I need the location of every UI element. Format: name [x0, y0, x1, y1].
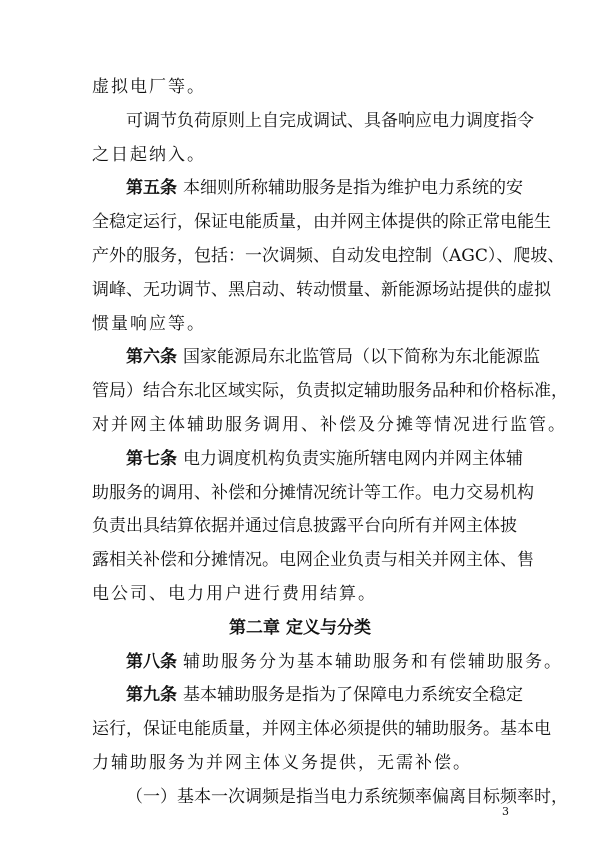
text-line: [92, 781, 568, 815]
article-label: 第五条: [126, 178, 177, 199]
article-label: 第六条: [126, 347, 177, 368]
line-text: 调峰、无功调节、黑启动、转动惯量、新能源场站提供的虚拟: [92, 279, 551, 300]
line-text: 电力调度机构负责实施所辖电网内并网主体辅: [183, 448, 523, 469]
text-line: [92, 139, 508, 173]
text-line: [92, 747, 508, 781]
line-text: 对并网主体辅助服务调用、补偿及分摊等情况进行监管。: [92, 414, 567, 435]
line-text: 基本辅助服务是指为了保障电力系统安全稳定: [183, 685, 523, 706]
line-text: 产外的服务，包括：一次调频、自动发电控制（AGC）、爬坡、: [92, 245, 565, 266]
line-text: 助服务的调用、补偿和分摊情况统计等工作。电力交易机构: [92, 482, 534, 503]
line-text: 力辅助服务为并网主体义务提供，无需补偿。: [92, 752, 472, 773]
text-line: [92, 477, 534, 511]
line-text: 运行，保证电能质量，并网主体必须提供的辅助服务。基本电: [92, 719, 551, 740]
text-line: [92, 308, 508, 342]
text-line: [92, 274, 551, 308]
text-line: [92, 409, 567, 443]
line-text: 国家能源局东北监管局（以下简称为东北能源监: [183, 347, 540, 368]
line-text: 辅助服务分为基本辅助服务和有偿辅助服务。: [183, 651, 563, 672]
text-line: [92, 71, 508, 105]
line-text: 负责出具结算依据并通过信息披露平台向所有并网主体披: [92, 516, 517, 537]
article-label: 第九条: [126, 685, 177, 706]
text-line: [92, 443, 523, 477]
text-line: [92, 341, 540, 375]
line-text: 之日起纳入。: [92, 144, 206, 165]
line-text: 惯量响应等。: [92, 313, 206, 334]
line-text: 第二章 定义与分类: [229, 617, 371, 638]
text-line: [92, 375, 568, 409]
line-text: 露相关补偿和分摊情况。电网企业负责与相关并网主体、售: [92, 550, 534, 571]
line-text: 全稳定运行，保证电能质量，由并网主体提供的除正常电能生: [92, 212, 551, 233]
text-line: [92, 578, 508, 612]
text-line: [92, 713, 551, 747]
line-text: 虚拟电厂等。: [92, 77, 206, 97]
document-body: [92, 71, 568, 815]
line-text: 电公司、电力用户进行费用结算。: [92, 583, 377, 604]
line-text: （一）基本一次调频是指当电力系统频率偏离目标频率时，: [126, 786, 568, 807]
text-line: [92, 544, 534, 578]
line-text: 本细则所称辅助服务是指为维护电力系统的安: [183, 178, 523, 199]
text-line: [92, 646, 563, 680]
text-line: [92, 105, 534, 139]
text-line: [92, 206, 551, 240]
line-text: 可调节负荷原则上自完成调试、具备响应电力调度指令: [126, 110, 534, 131]
text-line: [92, 172, 523, 206]
text-line: [92, 510, 517, 544]
article-label: 第七条: [126, 448, 177, 469]
text-line: [92, 679, 523, 713]
page-number: 3: [502, 805, 509, 818]
chapter-heading: [92, 612, 508, 646]
article-label: 第八条: [126, 651, 177, 672]
line-text: 管局）结合东北区域实际，负责拟定辅助服务品种和价格标准，: [92, 381, 568, 402]
text-line: [92, 240, 565, 274]
